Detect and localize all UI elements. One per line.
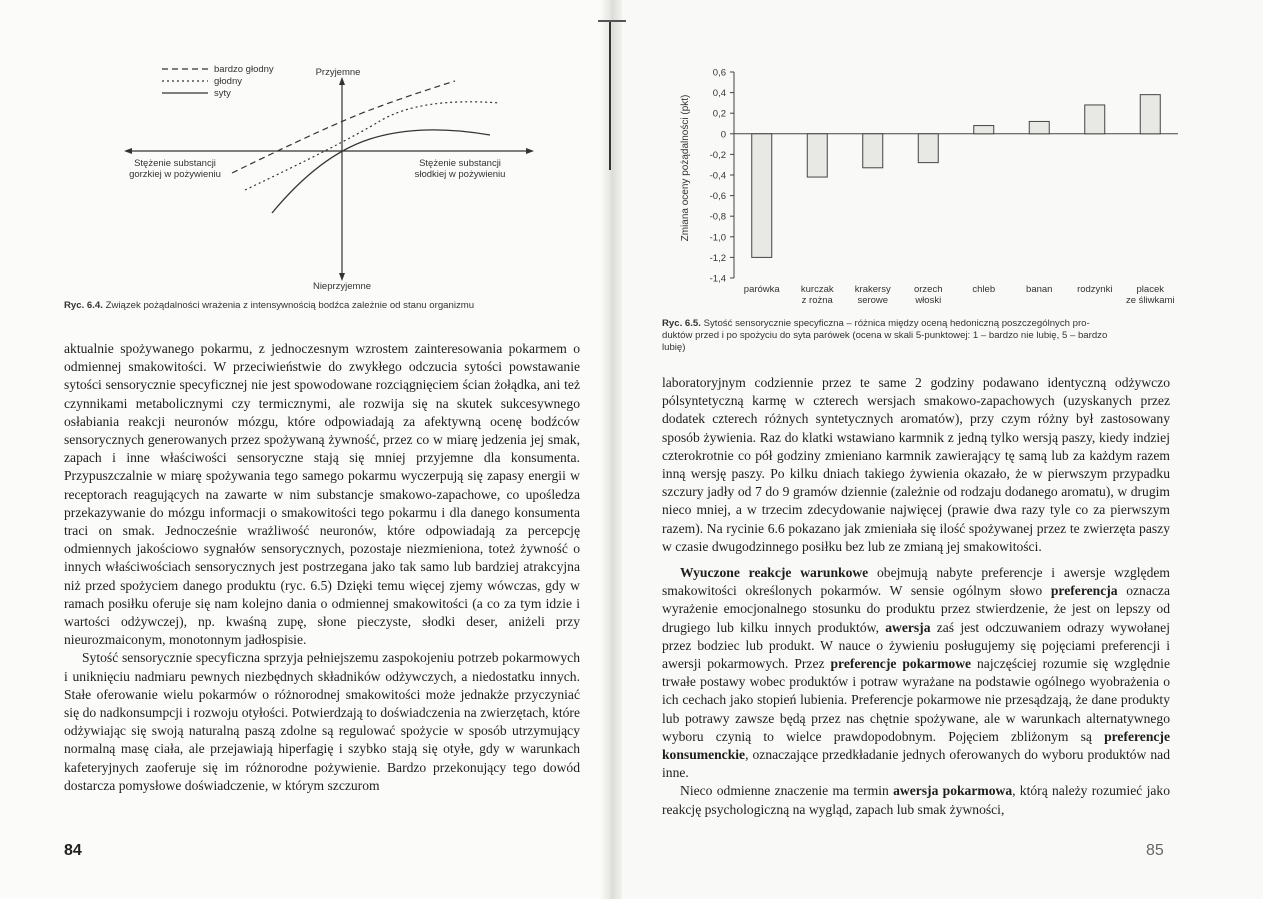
term: awersja xyxy=(885,619,931,635)
y-tick-label: -1,2 xyxy=(709,252,726,264)
caption-label: Ryc. 6.5. xyxy=(662,318,701,329)
caption-text: Związek pożądalności wrażenia z intensywnością bodźca zależnie od stanu organizmu xyxy=(105,300,475,311)
y-axis-label: Zmiana oceny pożądalności (pkt) xyxy=(680,94,691,242)
text-run: zaś jest odczuwaniem odrazy wywołanej przez bodziec lub produkt. W nauce o żywieniu posługujemy się pojęciami preferencji i awersji pokarmowych. Przez xyxy=(662,619,1170,672)
text-run: obejmują nabyte preferencje i awersje względem smakowitości określonych pokarmów. W sensie ogólnym słowo xyxy=(662,565,1170,599)
paragraph: Sytość sensorycznie specyficzna sprzyja pełniejszemu zaspokojeniu potrzeb pokarmowych i uniknięciu nadmiaru pewnych niezbędnych składników odżywczych, a niedostatku innych. Stałe oferowanie wielu pokarmów o różnorodnej smakowitości może jednakże przyczyniać się do nadkonsumpcji i rozwoju otyłości. Potwierdzają to doświadczenia na zwierzętach, które odżywiając się swoją naturalną paszą zdolne są regulować spożycie w sposób utrzymujący normalną masę ciała, ale przejawiają hiperfagię i szybko stają się otyłe, gdy w warunkach kafeteryjnych zaoferuje się im różnorodne pożywienie. Bardzo przekonujący tego dowód dostarcza pomysłowe doświadczenie, w którym szczurom xyxy=(64,650,580,793)
bar xyxy=(974,126,994,134)
legend-label: głodny xyxy=(214,76,242,87)
axis-label-right: słodkiej w pożywieniu xyxy=(414,169,506,180)
legend-label: syty xyxy=(214,88,231,99)
axis-label-left: gorzkiej w pożywieniu xyxy=(129,169,221,180)
caption-text: duktów przed i po spożyciu do syta parówek (ocena w skali 5-punktowej: 1 – bardzo nie lubię, 5 – bardzo xyxy=(662,330,1108,341)
x-axis-labels xyxy=(744,284,1175,306)
figure-6-4-caption xyxy=(64,300,594,312)
y-tick-label: -0,6 xyxy=(709,191,726,203)
x-tick-label: banan xyxy=(1026,284,1053,295)
y-tick-label: 0,4 xyxy=(712,88,726,100)
bar xyxy=(752,134,772,258)
paragraph: laboratoryjnym codziennie przez te same 2 godziny podawano identyczną odżywczo pólsyntetyczną karmę w czterech wersjach smakowo-zapachowych (uzyskanych przez dodatek czterech różnych syntetycznych aromatów), przy czym różny był zastosowany sposób żywienia. Raz do klatki wstawiano karmnik z jedną tylko wersją paszy, kiedy indziej czterokrotnie co pół godziny zmieniano karmnik zawierający tę samą lub za każdym razem inną wersję paszy. Po kilku dniach takiego żywienia okazało, że w pierwszym przypadku szczury jadły od 7 do 9 gramów dziennie (zależnie od rodzaju dodanego aromatu), w drugim nieco mniej, a w trzecim zdecydowanie najwięcej (prawie dwa razy tyle co za pierwszym razem). Na rycinie 6.6 pokazano jak zmieniała się ilość spożywanej przez te zwierzęta paszy w czasie dwugodzinnego posiłku bez lub ze zmianą jej smakowitości. xyxy=(662,375,1170,554)
text-run: , oznaczające przedkładanie jednych oferowanych do wyboru produktów nad inne. xyxy=(662,747,1170,781)
x-tick-label: rodzynki xyxy=(1077,284,1113,295)
caption-label: Ryc. 6.4. xyxy=(64,300,103,311)
y-tick-label: 0,6 xyxy=(712,67,726,79)
axis-label-bottom: Nieprzyjemne xyxy=(312,281,372,292)
term: awersja pokarmowa xyxy=(893,783,1013,799)
paragraph xyxy=(662,782,1170,818)
x-tick-label: z rożna xyxy=(801,295,833,306)
bar xyxy=(918,134,938,163)
y-tick-label: 0,2 xyxy=(712,108,726,120)
caption-text: lubię) xyxy=(662,342,686,353)
text-run: najczęściej rozumie się względnie trwałe postawy wobec produktów i potraw wyrażane na podstawie ogólnego wyobrażenia o ich cechach jako stopień lubienia. Preferencje pokarmowe nie przesądzają, że dane produkty lub potrawy zawsze będą przez nas chętnie spożywane, ale w warunkach alternatywnego wyboru czynią to wielce prawdopodobnym. Pojęciem zbliżonym są xyxy=(662,656,1170,744)
right-body-text xyxy=(662,374,1170,819)
bar xyxy=(1085,105,1105,134)
x-tick-label: kurczak xyxy=(800,284,834,295)
bar xyxy=(863,134,883,168)
figure-6-4 xyxy=(20,55,580,295)
x-tick-label: ze śliwkami xyxy=(1125,295,1175,306)
y-axis xyxy=(710,68,1178,285)
bar xyxy=(1140,95,1160,134)
legend-label: bardzo głodny xyxy=(214,64,274,75)
y-tick-label: -1,4 xyxy=(709,273,726,285)
text-run: , którą należy rozumieć jako reakcję psychologiczną na wygląd, zapach lub smak żywności, xyxy=(662,783,1170,817)
arrow-left-icon xyxy=(124,148,132,154)
axis-label-right: Stężenie substancji xyxy=(419,158,501,169)
paragraph: aktualnie spożywanego pokarmu, z jednoczesnym wzrostem zainteresowania pokarmem o odmiennej smakowitości. W przeciwieństwie do zwykłego odczucia sytości powstawanie sytości sensorycznie specyficznej nie jest spowodowane rozciągnięciem ścian żołądka, ani też czynnikami metabolicznymi czy termicznymi, ale rozwija się na skutek sukcesywnego osłabiania reakcji neuronów mózgu, które odpowiadają za afektywną ocenę bodźców sensorycznych generowanych przez spożywaną żywność, przez co w miarę jedzenia jej smak, zapach i inne właściwości sensoryczne stają się mniej przyjemne dla konsumenta. Przypuszczalnie w miarę spożywania tego samego pokarmu wyczerpują się zapasy energii w receptorach reagujących na zawarte w nim substancje smakowo-zapachowe, co upośledza przekazywanie do mózgu informacji o smakowitości tego pokarmu i dla danego konsumenta traci on smak. Jednocześnie wrażliwość neuronów, które odpowiadają za percepcję odmiennych jakościowo sygnałów sensorycznych, pozostaje niezmieniona, toteż żywność o innych właściwościach sensorycznych jest postrzegana jako tak samo lub bardziej atrakcyjna niż przed spożyciem danego produktu (ryc. 6.5) Dzięki temu więcej zjemy wówczas, gdy w ramach posiłku oferuje się nam kolejno dania o odmiennej smakowitości (a co za tym idzie i wartości odżywczej), np. kwaśną zupę, słone pieczyste, słodki deser, aniżeli przy nieurozmaiconym, monotonnym jadłospisie. xyxy=(64,341,580,648)
figure-6-5-chart xyxy=(672,60,1192,310)
gutter-mark xyxy=(609,20,611,170)
term: preferencje konsumenckie xyxy=(662,728,1170,763)
bars xyxy=(752,95,1161,258)
text-run: Nieco odmienne znaczenie ma termin xyxy=(680,783,894,799)
x-tick-label: placek xyxy=(1136,284,1164,295)
bar xyxy=(1029,121,1049,133)
arrow-down-icon xyxy=(339,273,345,281)
x-tick-label: krakersy xyxy=(854,284,891,295)
axis-label-left: Stężenie substancji xyxy=(134,158,216,169)
x-tick-label: włoski xyxy=(915,295,942,306)
arrow-right-icon xyxy=(526,148,534,154)
arrow-up-icon xyxy=(339,77,345,85)
y-tick-label: 0 xyxy=(720,129,726,141)
term: Wyuczone reakcje warunkowe xyxy=(680,565,869,581)
paragraph xyxy=(662,564,1170,782)
term: preferencje pokarmowe xyxy=(830,656,972,672)
left-body-text xyxy=(64,340,580,795)
text-run: oznacza wyrażenie emocjonalnego stosunku do produktu przez stwierdzenie, że jest on lepszy od drugiego lub kilku innych produktów, xyxy=(662,583,1170,635)
y-tick-label: -0,2 xyxy=(709,149,726,161)
figure-6-5-caption xyxy=(662,318,1182,354)
page-number: 84 xyxy=(64,842,82,859)
page-number: 85 xyxy=(1146,842,1164,859)
axis-label-top: Przyjemne xyxy=(315,67,361,78)
bar xyxy=(807,134,827,177)
y-tick-label: -1,0 xyxy=(709,232,726,244)
x-tick-label: chleb xyxy=(972,284,996,295)
y-tick-label: -0,4 xyxy=(709,170,726,182)
book-gutter xyxy=(600,0,622,899)
x-tick-label: serowe xyxy=(857,295,889,306)
x-tick-label: parówka xyxy=(743,284,780,295)
gutter-mark-top xyxy=(598,20,626,22)
caption-text: Sytość sensorycznie specyficzna – różnica między oceną hedoniczną poszczególnych pro- xyxy=(703,318,1090,329)
y-tick-label: -0,8 xyxy=(709,211,726,223)
term: preferencja xyxy=(1050,583,1118,599)
x-tick-label: orzech xyxy=(913,284,943,295)
